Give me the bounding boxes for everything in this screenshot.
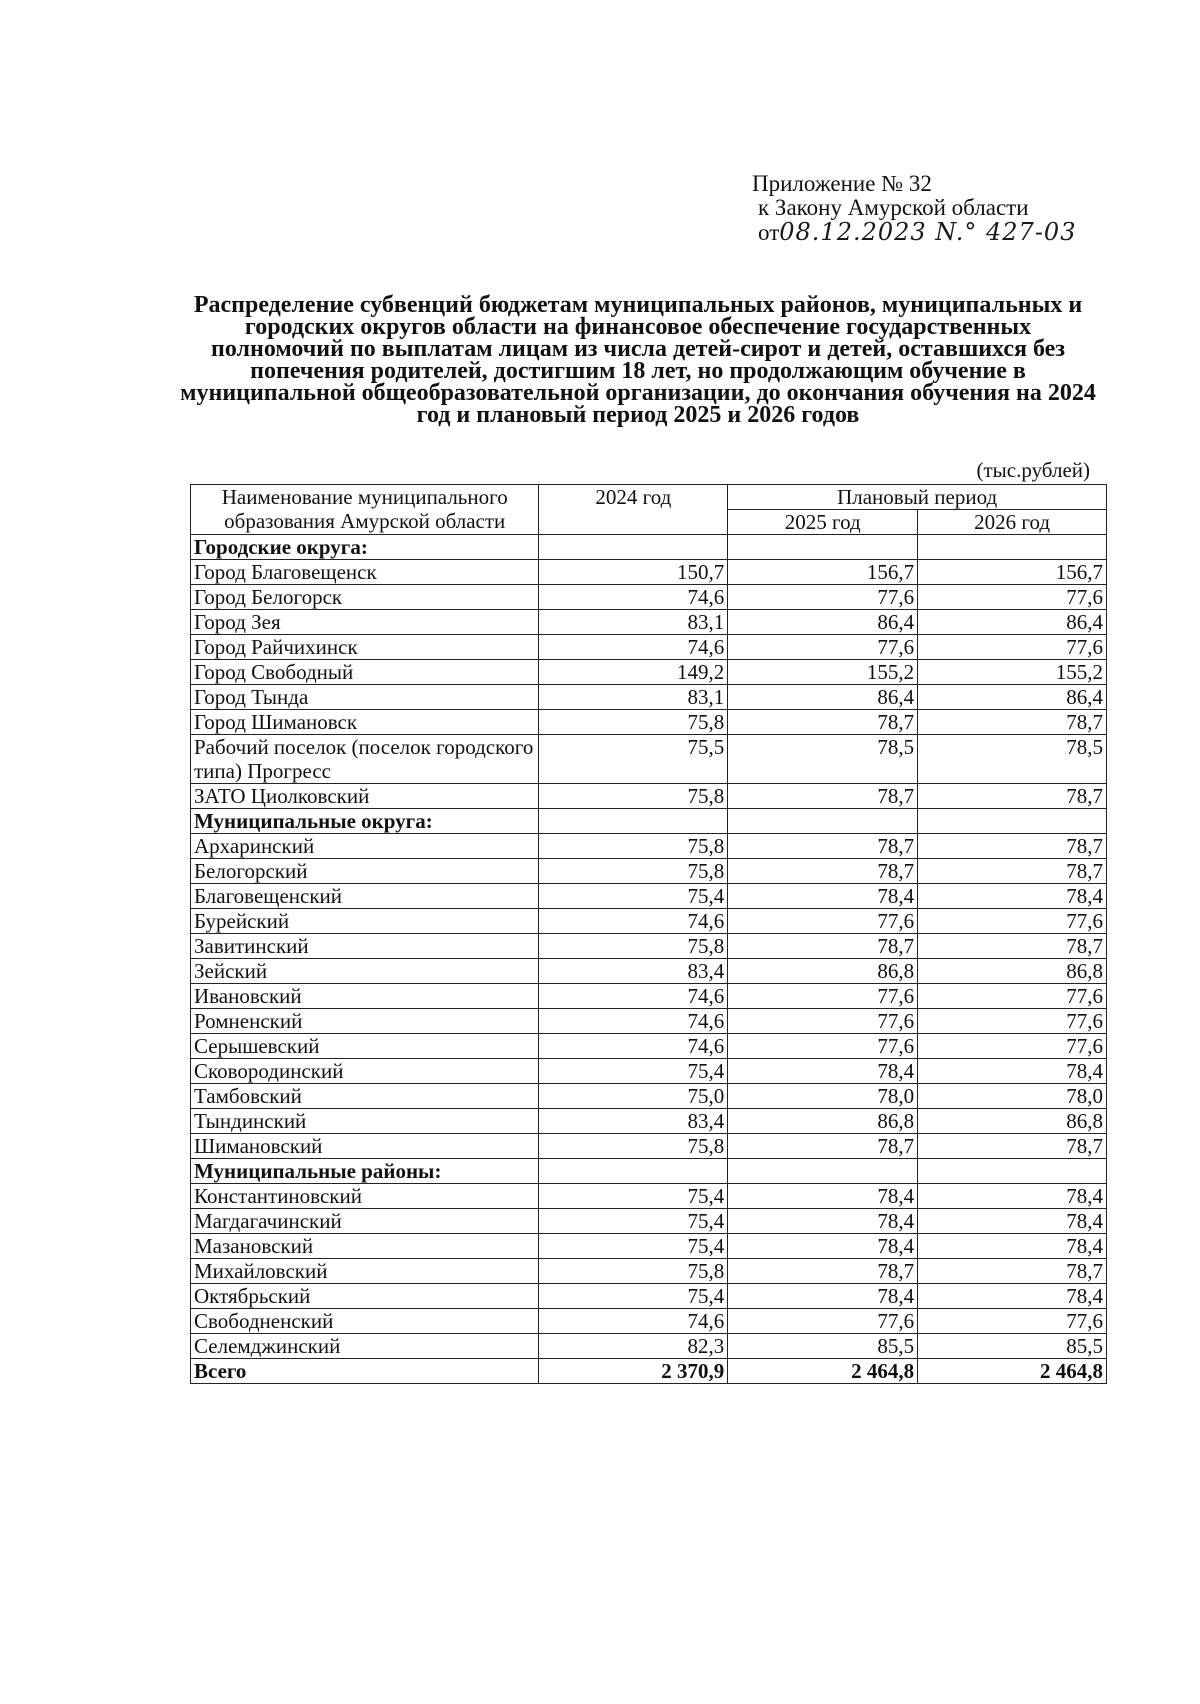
annex-date-prefix: от: [758, 220, 780, 245]
value-2026: 78,4: [918, 884, 1107, 909]
table-row: [191, 710, 1107, 735]
value-2025: 78,7: [728, 859, 918, 884]
table-row: [191, 934, 1107, 959]
value-2026: 78,4: [918, 1284, 1107, 1309]
value-2025: 78,4: [728, 1209, 918, 1234]
value-2024: 83,4: [539, 959, 728, 984]
municipality-name: Магдагачинский: [191, 1209, 539, 1234]
table-row: [191, 834, 1107, 859]
table-row: [191, 1059, 1107, 1084]
value-2025: 86,4: [728, 610, 918, 635]
header-2024: 2024 год: [539, 485, 728, 535]
value-2024: 75,5: [539, 735, 728, 784]
value-2024: 75,4: [539, 884, 728, 909]
table-row: [191, 635, 1107, 660]
value-2024: 82,3: [539, 1334, 728, 1359]
value-2024: 74,6: [539, 1309, 728, 1334]
value-2026: 77,6: [918, 984, 1107, 1009]
value-2025: 77,6: [728, 585, 918, 610]
value-2025: 78,7: [728, 834, 918, 859]
value-2024: 75,8: [539, 859, 728, 884]
empty-cell: [539, 1159, 728, 1184]
value-2024: 74,6: [539, 585, 728, 610]
value-2025: 156,7: [728, 560, 918, 585]
value-2025: 78,7: [728, 1259, 918, 1284]
value-2025: 78,7: [728, 710, 918, 735]
municipality-name: Город Благовещенск: [191, 560, 539, 585]
municipality-name: Ивановский: [191, 984, 539, 1009]
group-row: [191, 535, 1107, 560]
value-2024: 83,1: [539, 610, 728, 635]
municipality-name: Архаринский: [191, 834, 539, 859]
table-row: [191, 1084, 1107, 1109]
budget-table: [190, 484, 1107, 1384]
value-2025: 85,5: [728, 1334, 918, 1359]
table-row: [191, 585, 1107, 610]
value-2025: 77,6: [728, 1009, 918, 1034]
value-2026: 77,6: [918, 585, 1107, 610]
group-label: Муниципальные районы:: [191, 1159, 539, 1184]
annex-header: [752, 172, 1132, 245]
value-2025: 78,0: [728, 1084, 918, 1109]
value-2026: 86,4: [918, 610, 1107, 635]
municipality-name: Город Белогорск: [191, 585, 539, 610]
group-label: Городские округа:: [191, 535, 539, 560]
value-2026: 78,7: [918, 784, 1107, 809]
value-2024: 75,4: [539, 1184, 728, 1209]
municipality-name: Октябрьский: [191, 1284, 539, 1309]
value-2026: 156,7: [918, 560, 1107, 585]
value-2026: 77,6: [918, 909, 1107, 934]
value-2024: 75,4: [539, 1234, 728, 1259]
municipality-name: Город Шимановск: [191, 710, 539, 735]
units-label: (тыс.рублей): [976, 458, 1090, 482]
table-row: [191, 1259, 1107, 1284]
value-2026: 78,7: [918, 1259, 1107, 1284]
value-2025: 155,2: [728, 660, 918, 685]
total-2025: 2 464,8: [728, 1359, 918, 1384]
municipality-name: Селемджинский: [191, 1334, 539, 1359]
value-2026: 77,6: [918, 635, 1107, 660]
value-2026: 85,5: [918, 1334, 1107, 1359]
table-row: [191, 560, 1107, 585]
table-row: [191, 909, 1107, 934]
annex-number: Приложение № 32: [752, 171, 932, 196]
municipality-name: Город Райчихинск: [191, 635, 539, 660]
table-row: [191, 1184, 1107, 1209]
header-2025: 2025 год: [728, 510, 918, 535]
value-2025: 78,5: [728, 735, 918, 784]
table-row: [191, 1009, 1107, 1034]
table-row: [191, 735, 1107, 784]
value-2026: 78,7: [918, 934, 1107, 959]
table-row: [191, 610, 1107, 635]
value-2024: 75,4: [539, 1059, 728, 1084]
value-2026: 78,4: [918, 1059, 1107, 1084]
municipality-name: Тамбовский: [191, 1084, 539, 1109]
value-2024: 74,6: [539, 984, 728, 1009]
value-2026: 78,7: [918, 859, 1107, 884]
value-2026: 78,4: [918, 1209, 1107, 1234]
value-2026: 78,7: [918, 834, 1107, 859]
municipality-name: Город Зея: [191, 610, 539, 635]
annex-date-line: [752, 220, 1132, 245]
header-municipality-name: Наименование муниципального образования Амурской области: [191, 485, 539, 535]
annex-law-reference: к Закону Амурской области: [758, 195, 1029, 220]
table-row: [191, 784, 1107, 809]
total-2024: 2 370,9: [539, 1359, 728, 1384]
value-2024: 74,6: [539, 1034, 728, 1059]
value-2025: 77,6: [728, 635, 918, 660]
value-2024: 75,8: [539, 1259, 728, 1284]
value-2026: 78,4: [918, 1184, 1107, 1209]
value-2025: 78,4: [728, 1234, 918, 1259]
table-row: [191, 959, 1107, 984]
table-row: [191, 1284, 1107, 1309]
total-2026: 2 464,8: [918, 1359, 1107, 1384]
table-row: [191, 660, 1107, 685]
value-2024: 74,6: [539, 635, 728, 660]
value-2024: 74,6: [539, 909, 728, 934]
value-2025: 77,6: [728, 909, 918, 934]
empty-cell: [918, 809, 1107, 834]
municipality-name: ЗАТО Циолковский: [191, 784, 539, 809]
table-row: [191, 859, 1107, 884]
value-2025: 78,7: [728, 934, 918, 959]
table-row: [191, 1134, 1107, 1159]
handwritten-date-number: 08.12.2023 N.° 427-03: [779, 218, 1077, 246]
municipality-name: Ромненский: [191, 1009, 539, 1034]
empty-cell: [728, 535, 918, 560]
value-2024: 75,8: [539, 834, 728, 859]
table-row: [191, 1309, 1107, 1334]
municipality-name: Город Свободный: [191, 660, 539, 685]
table-row: [191, 1234, 1107, 1259]
header-planned-period: Плановый период: [728, 485, 1107, 510]
value-2026: 77,6: [918, 1034, 1107, 1059]
value-2024: 75,8: [539, 1134, 728, 1159]
value-2026: 77,6: [918, 1309, 1107, 1334]
value-2025: 77,6: [728, 1309, 918, 1334]
value-2025: 78,4: [728, 1059, 918, 1084]
table-row: [191, 1209, 1107, 1234]
municipality-name: Белогорский: [191, 859, 539, 884]
group-row: [191, 1159, 1107, 1184]
empty-cell: [728, 809, 918, 834]
table-header: [191, 485, 1107, 535]
value-2024: 150,7: [539, 560, 728, 585]
municipality-name: Благовещенский: [191, 884, 539, 909]
value-2025: 78,4: [728, 1184, 918, 1209]
table-body: [191, 535, 1107, 1384]
table-row: [191, 1109, 1107, 1134]
total-row: [191, 1359, 1107, 1384]
value-2025: 78,7: [728, 1134, 918, 1159]
municipality-name: Тындинский: [191, 1109, 539, 1134]
municipality-name: Константиновский: [191, 1184, 539, 1209]
value-2024: 83,1: [539, 685, 728, 710]
value-2024: 75,4: [539, 1284, 728, 1309]
value-2026: 86,8: [918, 1109, 1107, 1134]
value-2024: 149,2: [539, 660, 728, 685]
document-title: Распределение субвенций бюджетам муниципальных районов, муниципальных и городских округов области на финансовое обеспечение государственных полномочий по выплатам лицам из числа детей-сирот и детей, оставшихся без попечения родителей, достигшим 18 лет, но продолжающим обучение в муниципальной общеобразовательной организации, до окончания обучения на 2024 год и плановый период 2025 и 2026 годов: [180, 292, 1096, 428]
value-2026: 78,5: [918, 735, 1107, 784]
value-2025: 78,4: [728, 884, 918, 909]
empty-cell: [539, 535, 728, 560]
municipality-name: Мазановский: [191, 1234, 539, 1259]
value-2025: 77,6: [728, 1034, 918, 1059]
municipality-name: Город Тында: [191, 685, 539, 710]
table-row: [191, 984, 1107, 1009]
table-row: [191, 884, 1107, 909]
value-2026: 77,6: [918, 1009, 1107, 1034]
municipality-name: Сковородинский: [191, 1059, 539, 1084]
municipality-name: Серышевский: [191, 1034, 539, 1059]
empty-cell: [539, 809, 728, 834]
value-2024: 75,8: [539, 934, 728, 959]
table-row: [191, 685, 1107, 710]
value-2026: 86,4: [918, 685, 1107, 710]
total-label: Всего: [191, 1359, 539, 1384]
value-2026: 78,7: [918, 710, 1107, 735]
value-2024: 74,6: [539, 1009, 728, 1034]
municipality-name: Бурейский: [191, 909, 539, 934]
empty-cell: [918, 1159, 1107, 1184]
group-label: Муниципальные округа:: [191, 809, 539, 834]
value-2025: 78,4: [728, 1284, 918, 1309]
value-2024: 75,4: [539, 1209, 728, 1234]
header-2026: 2026 год: [918, 510, 1107, 535]
value-2026: 78,0: [918, 1084, 1107, 1109]
group-row: [191, 809, 1107, 834]
table-row: [191, 1334, 1107, 1359]
value-2026: 155,2: [918, 660, 1107, 685]
empty-cell: [728, 1159, 918, 1184]
value-2025: 77,6: [728, 984, 918, 1009]
value-2026: 86,8: [918, 959, 1107, 984]
value-2025: 86,8: [728, 1109, 918, 1134]
empty-cell: [918, 535, 1107, 560]
value-2025: 86,8: [728, 959, 918, 984]
value-2024: 83,4: [539, 1109, 728, 1134]
value-2026: 78,7: [918, 1134, 1107, 1159]
municipality-name: Зейский: [191, 959, 539, 984]
municipality-name: Свободненский: [191, 1309, 539, 1334]
municipality-name: Михайловский: [191, 1259, 539, 1284]
value-2025: 86,4: [728, 685, 918, 710]
municipality-name: Шимановский: [191, 1134, 539, 1159]
value-2026: 78,4: [918, 1234, 1107, 1259]
municipality-name: Рабочий поселок (поселок городского типа) Прогресс: [191, 735, 539, 784]
municipality-name: Завитинский: [191, 934, 539, 959]
value-2025: 78,7: [728, 784, 918, 809]
table-row: [191, 1034, 1107, 1059]
value-2024: 75,8: [539, 784, 728, 809]
value-2024: 75,0: [539, 1084, 728, 1109]
value-2024: 75,8: [539, 710, 728, 735]
